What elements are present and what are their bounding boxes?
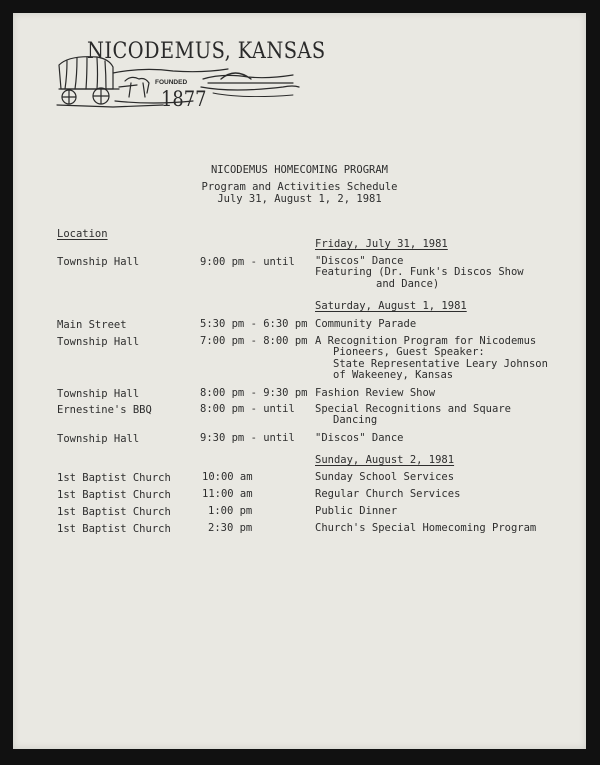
event-location: 1st Baptist Church: [57, 489, 171, 501]
event-description-line: Community Parade: [315, 318, 417, 330]
letterhead-title: NICODEMUS, KANSAS: [87, 39, 326, 64]
letterhead: [53, 27, 326, 117]
event-location: Township Hall: [57, 256, 140, 268]
event-description-line: "Discos" Dance: [315, 255, 404, 267]
event-location: 1st Baptist Church: [57, 506, 171, 518]
event-description-line: Sunday School Services: [315, 471, 455, 483]
event-description-line: Regular Church Services: [315, 488, 461, 500]
event-location: 1st Baptist Church: [57, 472, 171, 484]
event-time: 8:00 pm - until: [200, 403, 295, 415]
event-location: 1st Baptist Church: [57, 523, 171, 535]
program-title: NICODEMUS HOMECOMING PROGRAM: [210, 164, 388, 176]
event-location: Township Hall: [57, 336, 140, 348]
event-time: 1:00 pm: [208, 505, 253, 517]
event-description-line: and Dance): [376, 278, 440, 290]
event-location: Ernestine's BBQ: [57, 404, 152, 416]
day-heading-sunday: Sunday, August 2, 1981: [315, 454, 455, 466]
event-description-line: "Discos" Dance: [315, 432, 404, 444]
document-page: [13, 13, 586, 749]
event-description-line: Special Recognitions and Square: [315, 403, 511, 415]
program-dates: July 31, August 1, 2, 1981: [217, 193, 382, 205]
event-time: 8:00 pm - 9:30 pm: [200, 387, 308, 399]
event-time: 9:30 pm - until: [200, 432, 295, 444]
event-time: 2:30 pm: [208, 522, 253, 534]
event-description-line: Church's Special Homecoming Program: [315, 522, 537, 534]
day-heading-saturday: Saturday, August 1, 1981: [315, 300, 467, 312]
event-description-line: of Wakeeney, Kansas: [333, 369, 454, 381]
event-time: 10:00 am: [202, 471, 253, 483]
event-description-line: Featuring (Dr. Funk's Discos Show: [315, 266, 524, 278]
event-description-line: Public Dinner: [315, 505, 398, 517]
letterhead-founded-label: FOUNDED: [155, 79, 188, 86]
event-time: 9:00 pm - until: [200, 256, 295, 268]
event-description-line: Fashion Review Show: [315, 387, 436, 399]
event-time: 5:30 pm - 6:30 pm: [200, 318, 308, 330]
event-description-line: Pioneers, Guest Speaker:: [333, 346, 485, 358]
event-description-line: Dancing: [333, 414, 378, 426]
program-subtitle: Program and Activities Schedule: [201, 181, 398, 193]
event-time: 7:00 pm - 8:00 pm: [200, 335, 308, 347]
event-location: Main Street: [57, 319, 127, 331]
event-description-line: A Recognition Program for Nicodemus: [315, 335, 537, 347]
event-location: Township Hall: [57, 433, 140, 445]
letterhead-year: 1877: [161, 87, 207, 111]
location-column-header: Location: [57, 228, 108, 240]
event-location: Township Hall: [57, 388, 140, 400]
event-description-line: State Representative Leary Johnson: [333, 358, 548, 370]
event-time: 11:00 am: [202, 488, 253, 500]
day-heading-friday: Friday, July 31, 1981: [315, 238, 448, 250]
